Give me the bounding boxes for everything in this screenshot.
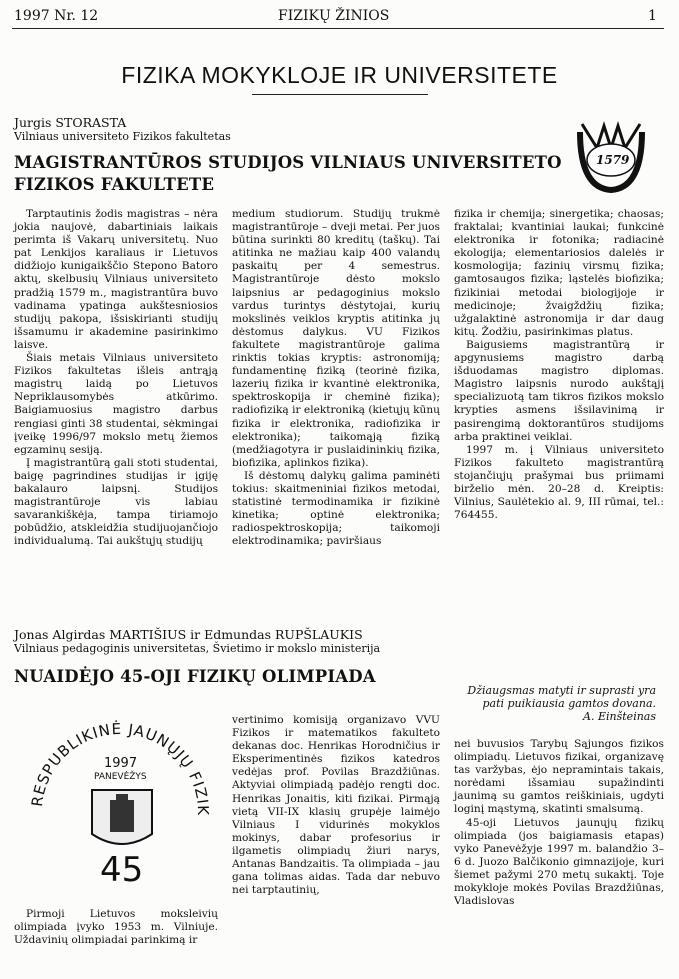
- article1-column-2: [232, 208, 440, 548]
- title-underline: [252, 94, 428, 95]
- paragraph: 45-oji Lietuvos jaunųjų fizikų olimpiada (jos baigiamasis etapas) vyko Panevėžyje 1997 m. balandžio 3–6 d. Juozo Balčikonio gimnazijoje, kuri šiemet pažymi 270 metų sukaktį. Toje mokykloje mokės Povilas Brazdžiūnas, Vladislovas: [454, 816, 664, 908]
- paragraph: nei buvusios Tarybų Sąjungos fizikos olimpiadų. Lietuvos fizikai, organizavę tas varžybas, ėjo nepramintais takais, norėdami išsamiau supažindinti jaunimą su gamtos reiškiniais, ugdyti loginį mąstymą, skatinti smalsumą.: [454, 738, 664, 816]
- paragraph: Šiais metais Vilniaus universiteto Fizikos fakultetas išleis antrąją magistrų laidą po Lietuvos Nepriklausomybės atkūrimo. Baigiamuosius magistro darbus rengiasi ginti 38 studentai, sėkmingai įveikę 1996/97 mokslo metų žiemos egzaminų sesiją.: [14, 352, 218, 456]
- article2-column-2: [232, 714, 440, 897]
- olympiad-logo: [14, 716, 224, 892]
- olympiad-year: 1997: [104, 756, 138, 771]
- article2-affiliation: Vilniaus pedagoginis universitetas, Švietimo ir mokslo ministerija: [14, 642, 381, 655]
- epigraph-line-2: pati puikiausia gamtos dovana.: [482, 697, 656, 710]
- article2-column-1: [14, 908, 218, 947]
- paragraph: 1997 m. į Vilniaus universiteto Fizikos fakulteto magistrantūrą stojančiųjų prašymai bus priimami birželio mėn. 20–28 d. Kreiptis: Vilnius, Saulėtekio al. 9, III rūmai, tel.: 764455.: [454, 443, 664, 522]
- paragraph: Iš dėstomų dalykų galima paminėti tokius: skaitmeniniai fizikos metodai, statistinė termodinamika ir fizikinė kinetika; optinė elektronika; radiospektroskopija; taikomoji elektrodinamika; paviršiaus: [232, 469, 440, 548]
- paragraph: fizika ir chemija; sinergetika; chaosas; fraktalai; kvantiniai laukai; funkcinė elektronika ir fotonika; radiacinė ekologija; elementariosios dalelės ir kosmologija; fazinių virsmų fizika; gamtosaugos fizika; ląstelės biofizika; fizikiniai metodai biologijoje ir medicinoje; žvaigždžių fizika; užgalaktinė astronomija ir dar daug kitų. Žodžiu, pasirinkimas platus.: [454, 208, 664, 338]
- article1-column-3: [454, 208, 664, 522]
- article1-author: Jurgis STORASTA: [14, 115, 127, 130]
- article1-title-line1: MAGISTRANTŪROS STUDIJOS VILNIAUS UNIVERSITETO: [14, 153, 562, 172]
- paragraph: Pirmoji Lietuvos moksleivių olimpiada įvyko 1953 m. Vilniuje. Uždavinių olimpiadai parinkimą ir: [14, 908, 218, 947]
- article2-column-3: [454, 738, 664, 908]
- paragraph: Baigusiems magistrantūrą ir apgynusiems magistro darbą išduodamas magistro diplomas. Magistro laipsnis nurodo aukštąjį specializuotą tam tikros fizikos mokslo krypties asmens išsilavinimą ir pasirengimą doktorantūros studijoms arba praktinei veiklai.: [454, 338, 664, 443]
- article2-authors: Jonas Algirdas MARTIŠIUS ir Edmundas RUPŠLAUKIS: [14, 627, 363, 642]
- paragraph: medium studiorum. Studijų trukmė magistrantūroje – dveji metai. Per juos būtina surinkti 80 kreditų (taškų). Tai atitinka ne mažiau kaip 400 valandų paskaitų per 4 semestrus. Magistrantūroje dėsto mokslo laipsnius ar pedagoginius mokslo vardus turintys dėstytojai, kurių mokslinės veiklos kryptis atitinka jų dėstomus dalykus. VU Fizikos fakultete magistrantūroje galima rinktis tokias kryptis: astronomiją; fundamentinę fiziką (teorinė fizika, lazerių fizika ir kvantinė elektronika, spektroskopija ir cheminė fizika); radiofiziką ir elektroniką (kietųjų kūnų fizika ir elektronika, radiofizika ir elektronika); taikomąją fiziką (medžiagotyra ir puslaidininkių fizika, biofizika, aplinkos fizika).: [232, 208, 440, 469]
- header-rule: [12, 28, 664, 29]
- logo-year: 1579: [596, 153, 630, 167]
- paragraph: Tarptautinis žodis magistras – nėra jokia naujovė, dabartiniais laikais perimta iš Vakarų universitetų. Nuo pat Lenkijos karaliaus ir Lietuvos didžiojo kunigaikščio Stepono Batoro aktų, skelbusių Vilniaus universiteto pradžią 1579 m., magistrantūra buvo vadinama ypatinga aukštesniosios studijų pakopa, išsiskirianti studijų išsamumu ir akademine pasirinkimo laisve.: [14, 208, 218, 351]
- university-logo: [572, 118, 650, 194]
- epigraph-line-1: Džiaugsmas matyti ir suprasti yra: [467, 684, 656, 697]
- page-number: 1: [648, 8, 657, 24]
- olympiad-number: 45: [100, 850, 144, 890]
- journal-name: FIZIKŲ ŽINIOS: [278, 8, 390, 24]
- epigraph-author: A. Einšteinas: [583, 710, 656, 723]
- article1-affiliation: Vilniaus universiteto Fizikos fakultetas: [14, 130, 231, 143]
- article1-title-line2: FIZIKOS FAKULTETE: [14, 175, 215, 194]
- section-title: FIZIKA MOKYKLOJE IR UNIVERSITETE: [121, 62, 558, 88]
- olympiad-city: PANEVĖŽYS: [94, 772, 147, 782]
- paragraph: vertinimo komisiją organizavo VVU Fizikos ir matematikos fakulteto dekanas doc. Henrikas Horodničius ir Eksperimentinės fizikos katedros vedėjas prof. Povilas Brazdžiūnas. Aktyviai olimpiadą padėjo rengti doc. Henrikas Jonaitis, kiti fizikai. Pirmąją vietą VII-IX klasių grupėje laimėjo Vilniaus I vidurinės mokyklos mokinys, dabar profesorius ir ilgametis olimpiadų žiuri narys, Antanas Bandzaitis. Ta olimpiada – jau gana tolimas aidas. Tada dar nebuvo nei tarptautinių,: [232, 714, 440, 897]
- article2-title: NUAIDĖJO 45-OJI FIZIKŲ OLIMPIADA: [14, 667, 376, 686]
- paragraph: Į magistrantūrą gali stoti studentai, baigę pagrindines studijas ir įgiję bakalauro laipsnį. Studijos magistrantūroje vis labiau savarankiškėja, tampa tiriamojo pobūdžio, atskleidžia studijuojančiojo individualumą. Tai aukštųjų studijų: [14, 456, 218, 548]
- article1-column-1: [14, 208, 218, 548]
- issue-label: 1997 Nr. 12: [14, 8, 99, 24]
- olympiad-ring-text: RESPUBLIKINĖ JAUNŲJŲ FIZIK: [28, 719, 213, 817]
